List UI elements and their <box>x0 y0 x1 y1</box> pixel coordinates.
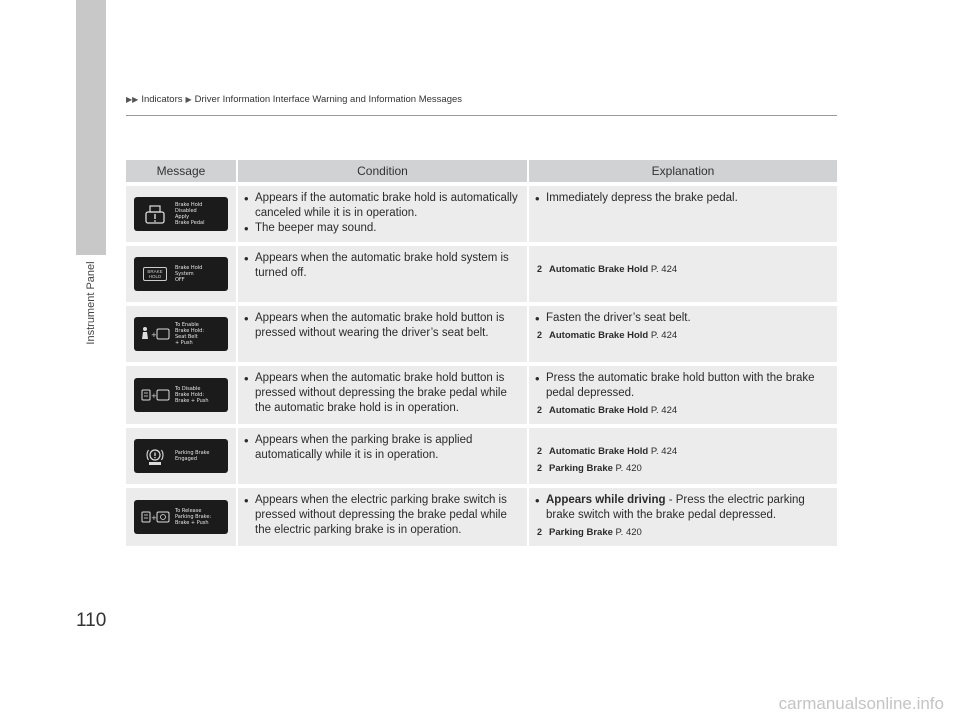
explanation-text: - Press the electric parking brake switch with the brake pedal depressed. <box>546 494 805 521</box>
explanation-cell <box>527 428 837 484</box>
chapter-tab <box>76 0 106 255</box>
pedal-brake-hold-icon <box>140 385 170 405</box>
message-screen <box>134 378 228 412</box>
reference-arrow-icon: 2 <box>537 330 543 340</box>
message-screen <box>134 500 228 534</box>
reference-title: Automatic Brake Hold <box>549 446 649 457</box>
condition-cell <box>236 488 527 546</box>
brake-hold-off-icon <box>140 264 170 284</box>
condition-item: • Appears when the automatic brake hold button is pressed without wearing the driver’s seat belt. <box>244 311 521 341</box>
page-reference[interactable] <box>535 403 831 418</box>
page-reference[interactable] <box>535 328 831 343</box>
explanation-lead: Appears while driving <box>546 494 666 506</box>
breadcrumb-item-messages[interactable]: Driver Information Interface Warning and Information Messages <box>194 94 463 105</box>
condition-item: • Appears when the parking brake is applied automatically while it is in operation. <box>244 433 521 463</box>
reference-title: Automatic Brake Hold <box>549 330 649 341</box>
condition-item: • Appears when the automatic brake hold system is turned off. <box>244 251 521 281</box>
table-row <box>126 246 837 302</box>
screen-text: Parking Brake Engaged <box>175 450 210 462</box>
svg-text:+: + <box>151 331 157 339</box>
message-cell <box>126 366 236 424</box>
screen-text: To Disable Brake Hold: Brake + Push <box>175 386 209 404</box>
condition-cell <box>236 186 527 242</box>
breadcrumb-separator-icon: ▶ <box>185 95 192 104</box>
screen-text: Brake Hold Disabled Apply Brake Pedal <box>175 202 205 226</box>
breadcrumb <box>126 94 462 105</box>
explanation-item: • Press the automatic brake hold button with the brake pedal depressed. <box>535 371 831 401</box>
condition-item: • Appears if the automatic brake hold is automatically canceled while it is in operation. <box>244 191 521 221</box>
header-rule <box>126 115 837 116</box>
explanation-item <box>535 493 831 523</box>
page-reference[interactable] <box>535 444 831 459</box>
table-row <box>126 428 837 484</box>
message-cell <box>126 428 236 484</box>
condition-cell <box>236 246 527 302</box>
breadcrumb-marker-icon: ▶▶ <box>126 95 139 104</box>
reference-arrow-icon: 2 <box>537 527 543 537</box>
reference-page: P. 420 <box>615 527 642 538</box>
condition-item: • Appears when the electric parking brake switch is pressed without depressing the brake pedal while the electric parking brake is in operation. <box>244 493 521 538</box>
message-cell <box>126 488 236 546</box>
reference-arrow-icon: 2 <box>537 405 543 415</box>
reference-page: P. 424 <box>650 446 678 457</box>
parking-brake-icon <box>140 446 170 466</box>
explanation-cell <box>527 306 837 362</box>
pedal-parking-switch-icon <box>140 507 170 527</box>
reference-title: Automatic Brake Hold <box>549 264 649 275</box>
condition-item: • Appears when the automatic brake hold button is pressed without depressing the brake pedal while the automatic brake hold is in operation. <box>244 371 521 416</box>
watermark: carmanualsonline.info <box>778 694 944 713</box>
reference-page: P. 424 <box>650 405 678 416</box>
page-number: 110 <box>76 610 107 631</box>
svg-text:+: + <box>151 392 157 400</box>
chapter-label <box>78 258 104 348</box>
table-header-row <box>126 160 837 182</box>
condition-cell <box>236 366 527 424</box>
reference-title: Parking Brake <box>549 527 613 538</box>
reference-title: Automatic Brake Hold <box>549 405 649 416</box>
header-condition: Condition <box>236 160 527 182</box>
explanation-item: • Immediately depress the brake pedal. <box>535 191 831 206</box>
message-screen <box>134 197 228 231</box>
message-cell <box>126 306 236 362</box>
svg-text:+: + <box>151 514 157 522</box>
message-screen <box>134 439 228 473</box>
reference-arrow-icon: 2 <box>537 463 543 473</box>
table-row <box>126 488 837 546</box>
messages-table <box>126 156 837 550</box>
message-cell <box>126 186 236 242</box>
page-reference[interactable] <box>535 262 831 277</box>
condition-item: • The beeper may sound. <box>244 221 521 236</box>
message-screen <box>134 257 228 291</box>
reference-page: P. 420 <box>615 463 642 474</box>
brake-hold-off-label: BRAKE HOLD <box>143 267 166 281</box>
table-row <box>126 186 837 242</box>
condition-cell <box>236 428 527 484</box>
table-row <box>126 306 837 362</box>
seatbelt-brake-hold-icon <box>140 324 170 344</box>
message-screen <box>134 317 228 351</box>
explanation-cell <box>527 488 837 546</box>
brake-hold-warning-icon <box>140 204 170 224</box>
explanation-cell <box>527 366 837 424</box>
explanation-item: • Fasten the driver’s seat belt. <box>535 311 831 326</box>
reference-page: P. 424 <box>650 330 678 341</box>
message-cell <box>126 246 236 302</box>
reference-arrow-icon: 2 <box>537 264 543 274</box>
explanation-cell <box>527 246 837 302</box>
page-reference[interactable] <box>535 461 831 476</box>
header-explanation: Explanation <box>527 160 837 182</box>
screen-text: To Enable Brake Hold: Seat Belt + Push <box>175 322 204 346</box>
condition-cell <box>236 306 527 362</box>
breadcrumb-item-indicators[interactable]: Indicators <box>141 94 183 105</box>
screen-text: To Release Parking Brake: Brake + Push <box>175 508 212 526</box>
reference-arrow-icon: 2 <box>537 446 543 456</box>
reference-title: Parking Brake <box>549 463 613 474</box>
screen-text: Brake Hold System OFF <box>175 265 203 283</box>
chapter-label-text: Instrument Panel <box>85 261 97 345</box>
header-message: Message <box>126 160 236 182</box>
table-row <box>126 366 837 424</box>
reference-page: P. 424 <box>650 264 678 275</box>
page-reference[interactable] <box>535 525 831 540</box>
explanation-cell <box>527 186 837 242</box>
